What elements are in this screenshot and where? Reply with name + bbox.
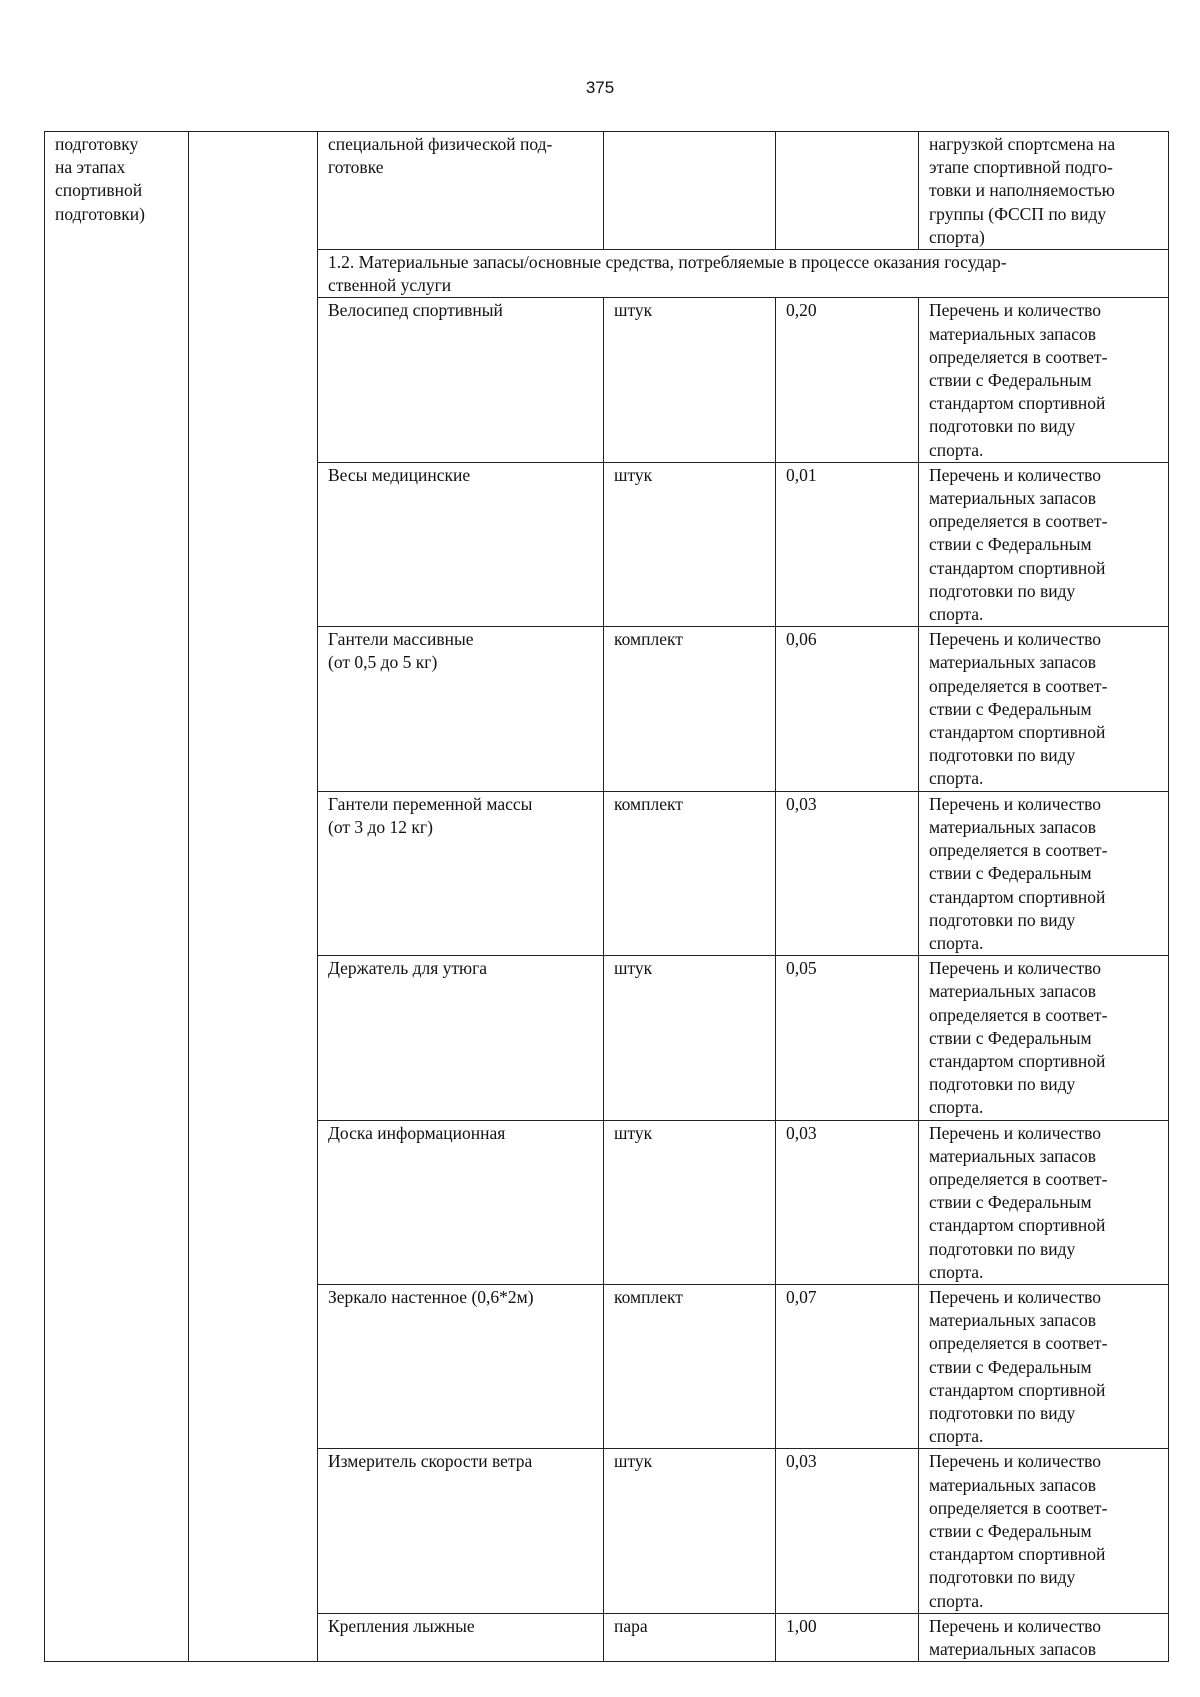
item-note-cell: Перечень и количество материальных запасов определяется в соответ- ствии с Федеральным стандартом спортивной подготовки по виду спорта. <box>919 1120 1169 1284</box>
value-cell <box>776 132 919 250</box>
item-value-cell: 0,03 <box>776 1449 919 1613</box>
item-note-cell: Перечень и количество материальных запасов определяется в соответ- ствии с Федеральным стандартом спортивной подготовки по виду спорта. <box>919 1284 1169 1448</box>
item-note-cell: Перечень и количество материальных запасов определяется в соответ- ствии с Федеральным стандартом спортивной подготовки по виду спорта. <box>919 462 1169 626</box>
item-unit-cell: штук <box>604 462 776 626</box>
item-unit-cell: штук <box>604 1449 776 1613</box>
item-name-cell: Измеритель скорости ветра <box>318 1449 604 1613</box>
item-value-cell: 0,07 <box>776 1284 919 1448</box>
item-value-cell: 0,03 <box>776 791 919 955</box>
item-value-cell: 0,06 <box>776 627 919 791</box>
item-note-cell: Перечень и количество материальных запасов определяется в соответ- ствии с Федеральным стандартом спортивной подготовки по виду спорта. <box>919 791 1169 955</box>
norms-table <box>44 131 1169 1662</box>
item-name-cell: Доска информационная <box>318 1120 604 1284</box>
item-value-cell: 0,01 <box>776 462 919 626</box>
item-unit-cell: штук <box>604 1120 776 1284</box>
item-name-cell: Гантели массивные (от 0,5 до 5 кг) <box>318 627 604 791</box>
section-heading: 1.2. Материальные запасы/основные средства, потребляемые в процессе оказания государ- ственной услуги <box>318 250 1169 298</box>
item-note-cell: Перечень и количество материальных запасов определяется в соответ- ствии с Федеральным стандартом спортивной подготовки по виду спорта. <box>919 627 1169 791</box>
item-note-cell: Перечень и количество материальных запасов определяется в соответ- ствии с Федеральным стандартом спортивной подготовки по виду спорта. <box>919 956 1169 1120</box>
item-value-cell: 1,00 <box>776 1613 919 1661</box>
continuation-row <box>45 132 1169 250</box>
item-name-cell: Зеркало настенное (0,6*2м) <box>318 1284 604 1448</box>
item-unit-cell: комплект <box>604 791 776 955</box>
item-note-cell: Перечень и количество материальных запасов определяется в соответ- ствии с Федеральным стандартом спортивной подготовки по виду спорта. <box>919 298 1169 462</box>
item-value-cell: 0,05 <box>776 956 919 1120</box>
norm-name-cell: специальной физической под- готовке <box>318 132 604 250</box>
item-value-cell: 0,20 <box>776 298 919 462</box>
unit-cell <box>604 132 776 250</box>
item-unit-cell: штук <box>604 956 776 1120</box>
item-name-cell: Гантели переменной массы (от 3 до 12 кг) <box>318 791 604 955</box>
item-unit-cell: комплект <box>604 1284 776 1448</box>
item-name-cell: Весы медицинские <box>318 462 604 626</box>
item-name-cell: Держатель для утюга <box>318 956 604 1120</box>
item-value-cell: 0,03 <box>776 1120 919 1284</box>
item-unit-cell: комплект <box>604 627 776 791</box>
item-name-cell: Велосипед спортивный <box>318 298 604 462</box>
item-unit-cell: штук <box>604 298 776 462</box>
item-note-cell: Перечень и количество материальных запасов определяется в соответ- ствии с Федеральным стандартом спортивной подготовки по виду спорта. <box>919 1449 1169 1613</box>
item-name-cell: Крепления лыжные <box>318 1613 604 1661</box>
empty-cell <box>189 132 318 1662</box>
service-name-cell: подготовку на этапах спортивной подготовки) <box>45 132 189 1662</box>
item-note-cell: Перечень и количество материальных запасов <box>919 1613 1169 1661</box>
item-unit-cell: пара <box>604 1613 776 1661</box>
note-cell: нагрузкой спортсмена на этапе спортивной подго- товки и наполняемостью группы (ФССП по виду спорта) <box>919 132 1169 250</box>
page-number: 375 <box>585 78 615 97</box>
